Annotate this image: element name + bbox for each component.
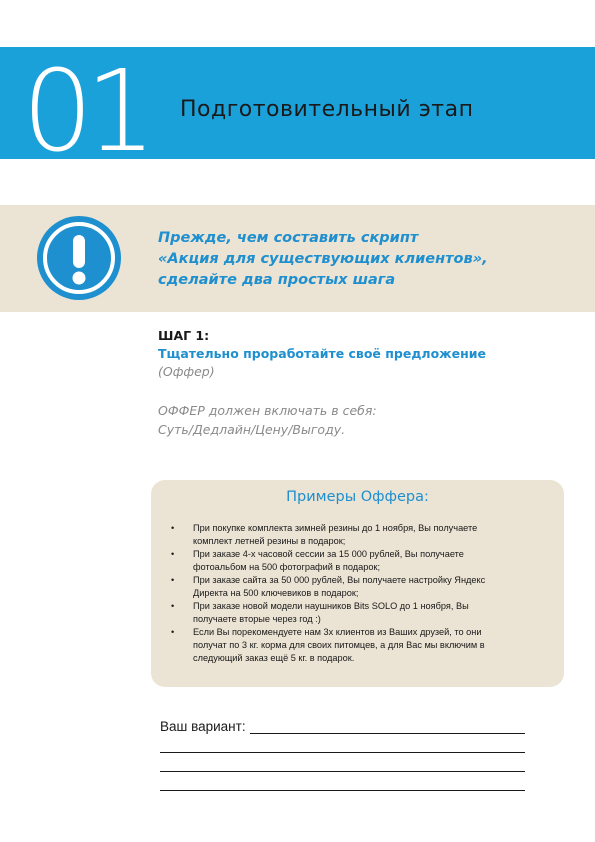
bullet: • (171, 575, 175, 585)
exclamation-circle-icon (36, 215, 122, 301)
example-item (171, 522, 543, 548)
example-line: Если Вы порекомендуете нам 3х клиентов из Ваших друзей, то они (193, 627, 482, 637)
example-line: фотоальбом на 500 фотографий в подарок; (193, 562, 381, 572)
bullet: • (171, 601, 175, 611)
example-item (171, 548, 543, 574)
notice-line: сделайте два простых шага (158, 272, 396, 288)
notice-text (158, 228, 558, 291)
example-line: При заказе новой модели наушников Bits SOLO до 1 ноября, Вы (193, 601, 469, 611)
example-line: При заказе сайта за 50 000 рублей, Вы получаете настройку Яндекс (193, 575, 486, 585)
example-item (171, 626, 543, 665)
step-subtitle: (Оффер) (158, 364, 215, 379)
chapter-title: Подготовительный этап (180, 97, 474, 122)
examples-list (171, 522, 543, 665)
examples-title: Примеры Оффера: (286, 489, 429, 505)
answer-row (160, 714, 525, 734)
example-line: При заказе 4-х часовой сессии за 15 000 рублей, Вы получаете (193, 549, 464, 559)
example-line: Директа на 500 ключевиков в подарок; (193, 588, 359, 598)
example-line: При покупке комплекта зимней резины до 1 ноября, Вы получаете (193, 523, 478, 533)
example-item (171, 574, 543, 600)
example-line: следующий заказ ещё 5 кг. в подарок. (193, 653, 355, 663)
answer-line[interactable] (160, 734, 525, 753)
answer-line[interactable] (160, 753, 525, 772)
step-title: Тщательно проработайте своё предложение (158, 346, 486, 361)
bullet: • (171, 523, 175, 533)
example-line: комплект летней резины в подарок; (193, 536, 346, 546)
examples-card (151, 480, 564, 687)
example-item (171, 600, 543, 626)
offer-note (158, 401, 558, 439)
step-label: ШАГ 1: (158, 328, 210, 343)
bullet: • (171, 549, 175, 559)
answer-label: Ваш вариант: (160, 719, 246, 734)
example-line: получат по 3 кг. корма для своих питомцев, а для Вас мы включим в (193, 640, 485, 650)
notice-line: «Акция для существующих клиентов», (158, 251, 488, 267)
answer-area (160, 714, 525, 791)
answer-line[interactable] (250, 717, 525, 734)
answer-line[interactable] (160, 772, 525, 791)
offer-note-line: Суть/Дедлайн/Цену/Выгоду. (158, 422, 346, 437)
bullet: • (171, 627, 175, 637)
offer-note-line: ОФФЕР должен включать в себя: (158, 403, 377, 418)
notice-line: Прежде, чем составить скрипт (158, 230, 419, 246)
example-line: получаете вторые через год :) (193, 614, 321, 624)
step-block (158, 327, 558, 439)
chapter-number: 01 (22, 47, 149, 177)
